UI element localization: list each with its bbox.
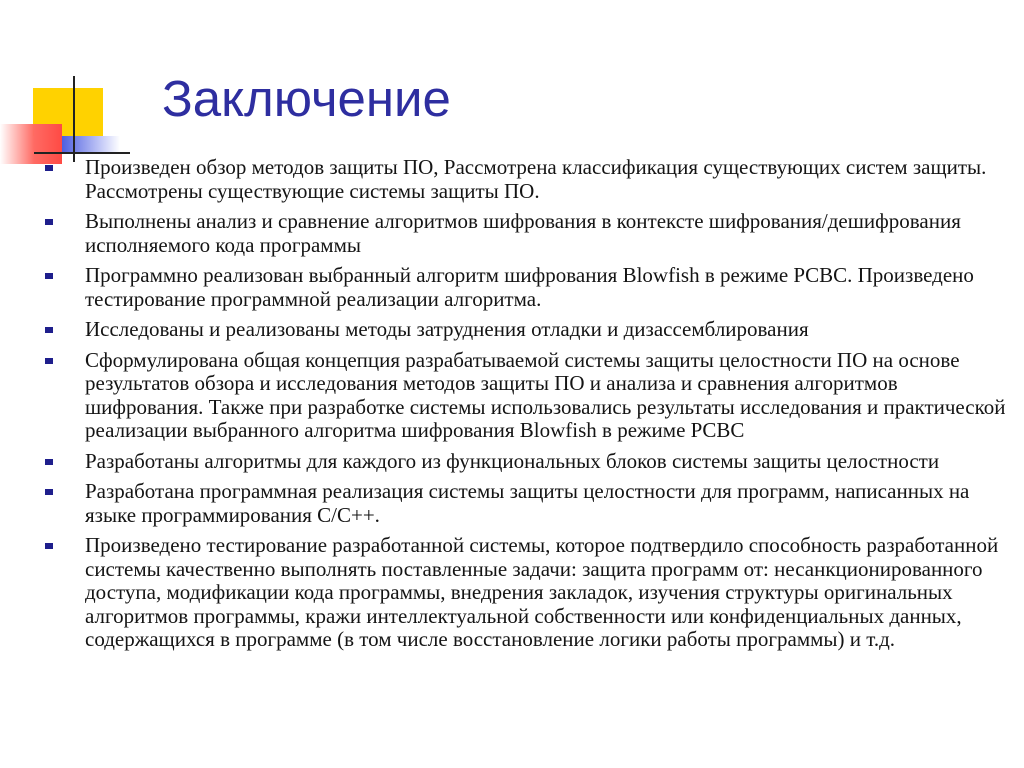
bullet-text: Произведено тестирование разработанной системы, которое подтвердило способность разработанной системы качественно выполнять поставленные задачи: защита программ от: несанкционированного доступа, модификации кода программы, внедрения закладок, изучения структуры оригинальных алгоритмов программы, кражи интеллектуальной собственности или конфиденциальных данных, содержащихся в программе (в том числе восстановление логики работы программы) и т.д. [85,533,999,651]
bullet-list [45,156,1015,659]
bullet-marker-icon [45,273,53,279]
bullet-text: Произведен обзор методов защиты ПО, Рассмотрена классификация существующих систем защиты. Рассмотрены существующие системы защиты ПО. [85,155,987,203]
bullet-item [45,318,1015,342]
bullet-text: Программно реализован выбранный алгоритм шифрования Blowfish в режиме PCBC. Произведено тестирование программной реализации алгоритма. [85,263,974,311]
bullet-marker-icon [45,459,53,465]
bullet-marker-icon [45,358,53,364]
bullet-item [45,264,1015,311]
bullet-text: Выполнены анализ и сравнение алгоритмов шифрования в контексте шифрования/дешифрования исполняемого кода программы [85,209,961,257]
bullet-item [45,480,1015,527]
bullet-marker-icon [45,543,53,549]
bullet-marker-icon [45,219,53,225]
bullet-marker-icon [45,165,53,171]
bullet-item [45,156,1015,203]
bullet-item [45,534,1015,652]
bullet-item [45,210,1015,257]
bullet-text: Разработана программная реализация системы защиты целостности для программ, написанных на языке программирования C/C++. [85,479,970,527]
slide-title: Заключение [162,70,451,127]
bullet-text: Разработаны алгоритмы для каждого из функциональных блоков системы защиты целостности [85,448,940,473]
bullet-text: Исследованы и реализованы методы затруднения отладки и дизассемблирования [85,317,809,341]
bullet-marker-icon [45,327,53,333]
bullet-marker-icon [45,489,53,495]
corner-ornament-blue [62,136,120,152]
corner-ornament-vertical-line [73,76,75,162]
bullet-text: Сформулирована общая концепция разрабатываемой системы защиты целостности ПО на основе результатов обзора и исследования методов защиты ПО и анализа и сравнения алгоритмов шифрования. Также при разработке системы использовались результаты исследования и практической реализации выбранного алгоритма шифрования Blowfish в режиме PCBC [85,347,1006,442]
bullet-item [45,349,1015,443]
corner-ornament-horizontal-line [34,152,130,154]
bullet-item [45,450,1015,474]
